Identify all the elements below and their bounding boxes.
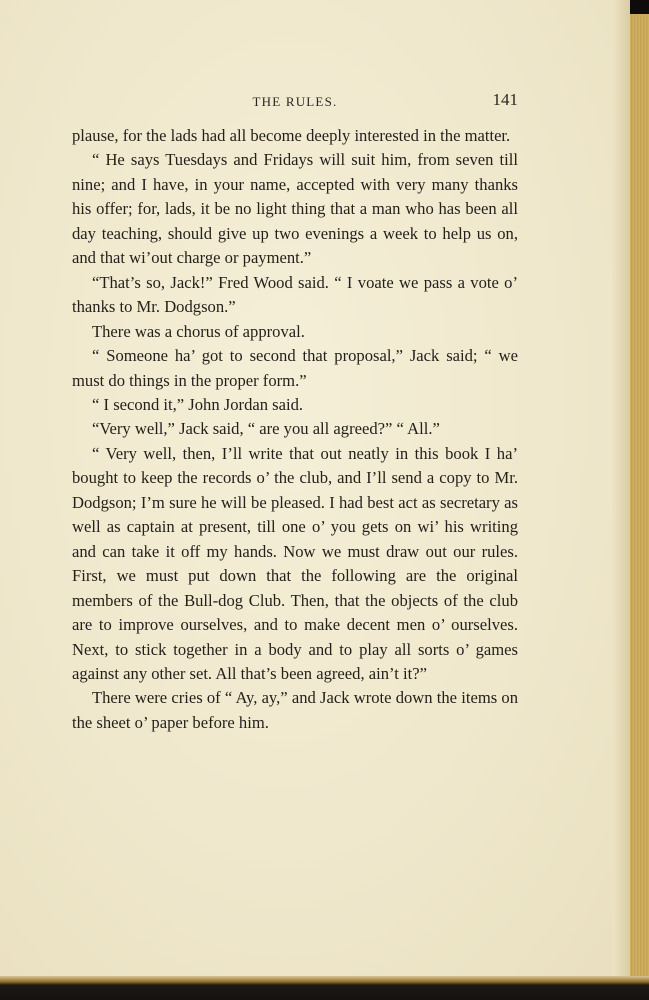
paragraph: “ Someone ha’ got to second that proposal,” Jack said; “ we must do things in the proper form.”	[72, 346, 518, 390]
paragraph: plause, for the lads had all become deeply interested in the matter.	[72, 126, 511, 145]
page-gutter-shadow	[612, 0, 630, 980]
body-text	[72, 124, 518, 735]
page-edges	[630, 14, 649, 980]
page-number: 141	[492, 90, 518, 109]
paragraph: “That’s so, Jack!” Fred Wood said. “ I voate we pass a vote o’ thanks to Mr. Dodgson.”	[72, 272, 518, 317]
paragraph: “ He says Tuesdays and Fridays will suit him, from seven till nine; and I have, in your name, accepted with very many thanks his offer; for, lads, it be no light thing that a man who has been all day teaching, should give up two evenings a week to help us on, and that wi’out charge or payment.”	[72, 150, 518, 268]
paragraph: “ I second it,” John Jordan said.	[92, 394, 304, 414]
book-bottom-edge	[0, 976, 649, 1000]
paragraph: There was a chorus of approval.	[92, 321, 305, 341]
paragraph: There were cries of “ Ay, ay,” and Jack wrote down the items on the sheet o’ paper before him.	[72, 688, 518, 732]
background-corner	[630, 0, 649, 14]
running-head: THE RULES.	[252, 94, 338, 109]
paragraph: “Very well,” Jack said, “ are you all agreed?” “ All.”	[92, 419, 440, 439]
page-header	[72, 90, 518, 112]
paragraph: “ Very well, then, I’ll write that out neatly in this book I ha’ bought to keep the records o’ the club, and I’ll send a copy to Mr. Dodgson; I’m sure he will be pleased. I had best act as secretary as well as captain at present, till one o’ you gets on wi’ his writing and can take it off my hands. Now we must draw out our rules. First, we must put down that the following are the original members of the Bull-dog Club. Then, that the objects of the club are to improve ourselves, and to make decent men o’ ourselves. Next, to stick together in a body and to play all sorts o’ games against any other set. All that’s been agreed, ain’t it?”	[72, 443, 518, 683]
